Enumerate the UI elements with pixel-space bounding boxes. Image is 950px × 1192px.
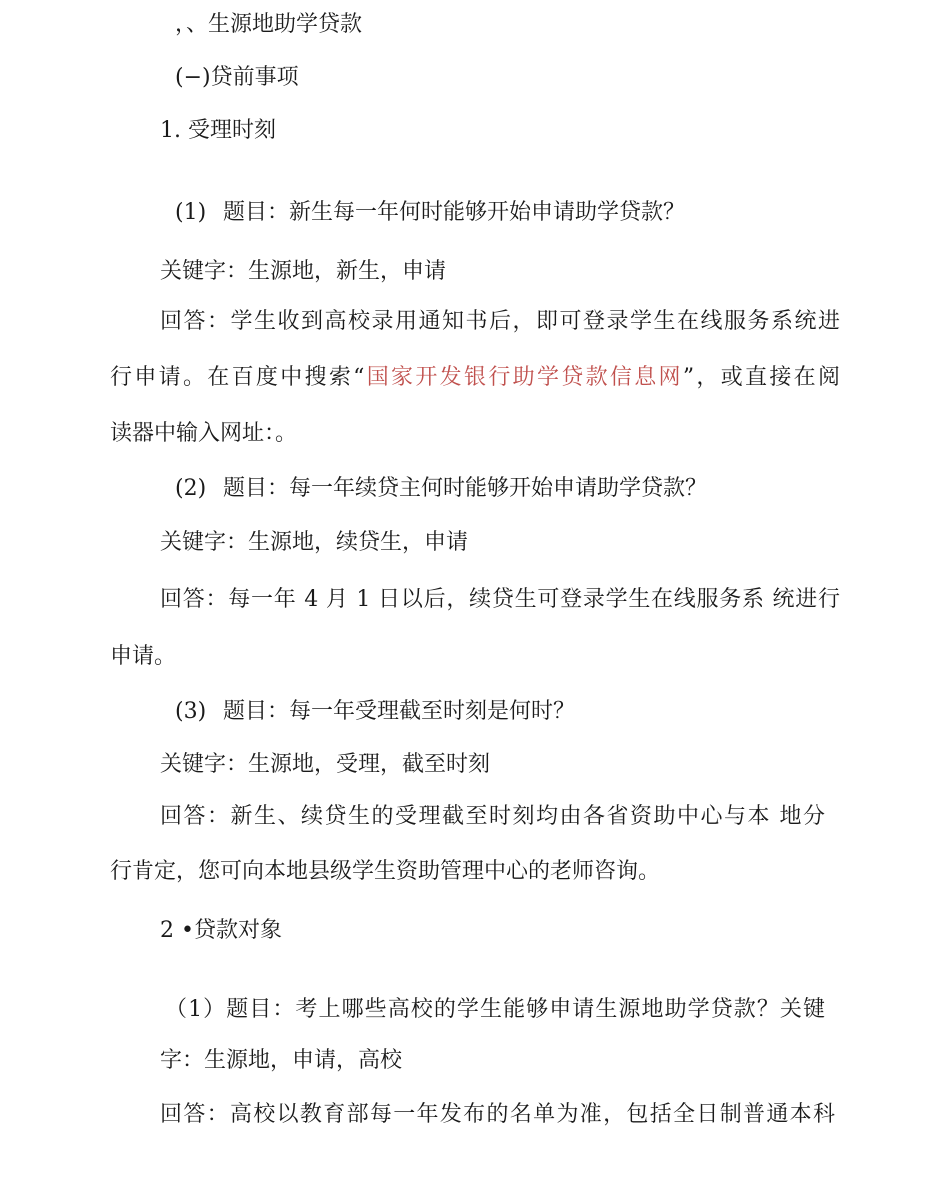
- section-title: ，、生源地助学贷款: [175, 12, 363, 37]
- answer-text: 行申请。在百度中搜索“: [110, 365, 365, 390]
- question-2: [175, 474, 707, 504]
- question-4-line-2: 字：生源地，申请，高校: [160, 1048, 403, 1073]
- answer-4-line-1: 回答：高校以教育部每一年发布的名单为准，包括全日制普通本科: [160, 1102, 835, 1127]
- answer-text: ”，或直接在阅: [682, 365, 841, 390]
- question-text: 题目：每一年受理截至时刻是何时？: [223, 699, 576, 724]
- subsection-title: (−)贷前事项: [175, 65, 299, 90]
- answer-2-line-1: 回答：每一年 4 月 1 日以后，续贷生可登录学生在线服务系 统进行: [160, 587, 840, 612]
- answer-3-line-1: 回答：新生、续贷生的受理截至时刻均由各省资助中心与本 地分: [160, 804, 825, 829]
- question-text: 题目：每一年续贷主何时能够开始申请助学贷款？: [223, 476, 708, 501]
- question-text: 题目：新生每一年何时能够开始申请助学贷款？: [223, 200, 686, 225]
- keywords-3: 关键字：生源地，受理，截至时刻: [160, 752, 491, 777]
- keywords-1: 关键字：生源地，新生，申请: [160, 259, 447, 284]
- question-number: (3): [175, 699, 207, 724]
- answer-3-line-2: 行肯定，您可向本地县级学生资助管理中心的老师咨询。: [110, 859, 661, 884]
- question-number: (1): [175, 200, 207, 225]
- answer-2-line-2: 申请。: [110, 644, 177, 669]
- answer-1-line-2: [110, 363, 840, 393]
- answer-1-line-1: 回答：学生收到高校录用通知书后，即可登录学生在线服务系统进: [160, 309, 840, 334]
- site-link[interactable]: 国家开发银行助学贷款信息网: [364, 365, 683, 390]
- heading-acceptance-time: 1. 受理时刻: [160, 118, 276, 143]
- heading-loan-recipients: 2 •贷款对象: [160, 918, 282, 943]
- keywords-2: 关键字：生源地，续贷生，申请: [160, 530, 469, 555]
- question-4-line-1: （1）题目：考上哪些高校的学生能够申请生源地助学贷款？关键: [165, 997, 825, 1022]
- question-number: (2): [175, 476, 207, 501]
- question-3: [175, 697, 575, 727]
- question-1: [175, 198, 685, 228]
- answer-1-line-3: 读器中输入网址：。: [110, 421, 298, 446]
